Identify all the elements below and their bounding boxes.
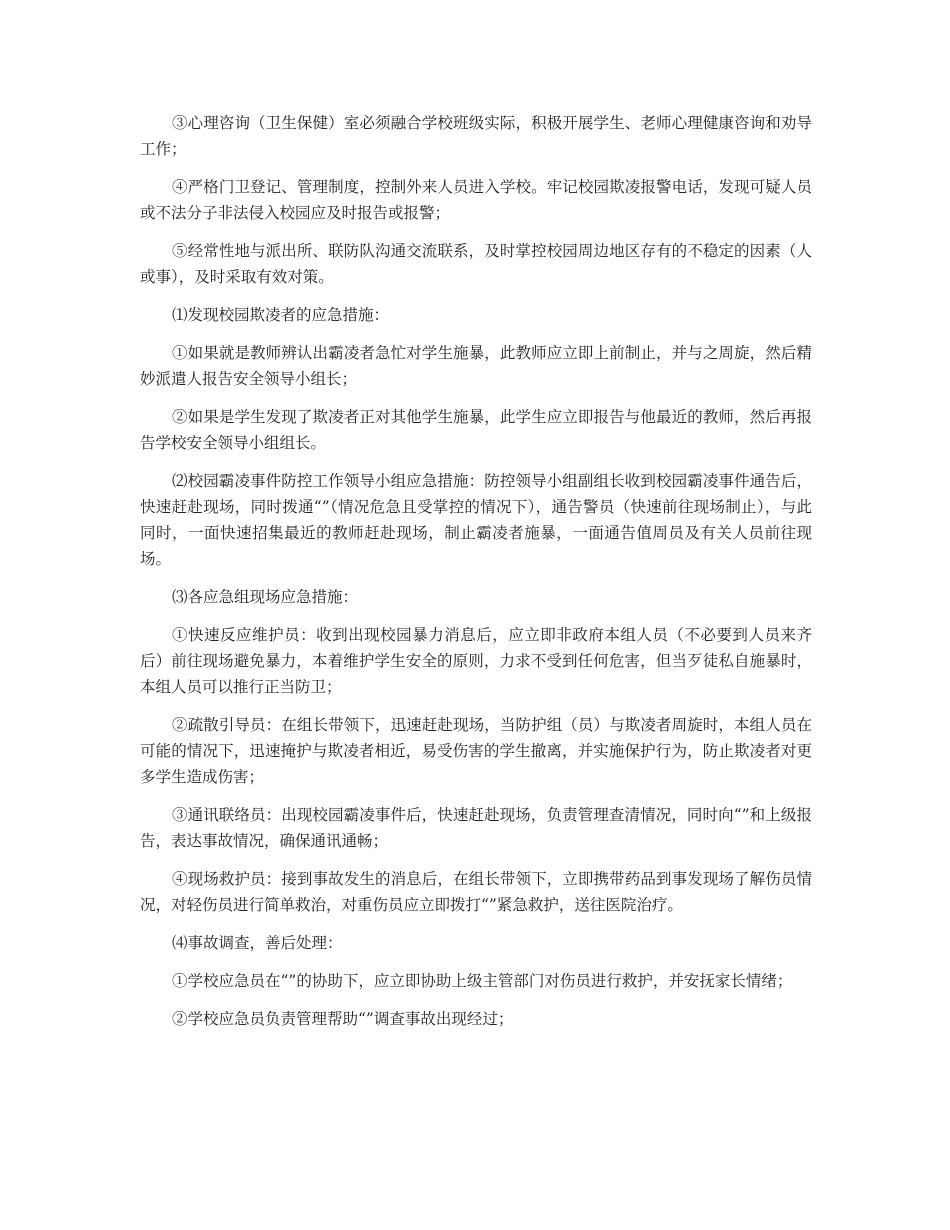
paragraph: ①学校应急员在“”的协助下，应立即协助上级主管部门对伤员进行救护，并安抚家长情绪；	[172, 972, 793, 990]
paragraph: ②学校应急员负责管理帮助“”调查事故出现经过；	[172, 1010, 514, 1028]
paragraph: ④严格门卫登记、管理制度，控制外来人员进入学校。牢记校园欺凌报警电话，发现可疑人员或不法分子非法侵入校园应及时报告或报警；	[140, 178, 812, 222]
paragraph: ②如果是学生发现了欺凌者正对其他学生施暴，此学生应立即报告与他最近的教师，然后再报告学校安全领导小组组长。	[140, 408, 812, 452]
paragraph: ⑵校园霸凌事件防控工作领导小组应急措施：防控领导小组副组长收到校园霸凌事件通告后，快速赶赴现场，同时拨通“”（情况危急且受掌控的情况下），通告警员（快速前往现场制止），与此同时，一面快速招集最近的教师赶赴现场，制止霸凌者施暴，一面通告值周员及有关人员前往现场。	[140, 472, 812, 568]
paragraph: ②疏散引导员：在组长带领下，迅速赶赴现场，当防护组（员）与欺凌者周旋时，本组人员在可能的情况下，迅速掩护与欺凌者相近，易受伤害的学生撤离，并实施保护行为，防止欺凌者对更多学生造成伤害；	[140, 716, 812, 786]
paragraph: ①如果就是教师辨认出霸凌者急忙对学生施暴，此教师应立即上前制止，并与之周旋，然后精妙派遣人报告安全领导小组长；	[140, 344, 812, 388]
paragraph: ①快速反应维护员：收到出现校园暴力消息后，应立即非政府本组人员（不必要到人员来齐后）前往现场避免暴力，本着维护学生安全的原则，力求不受到任何危害，但当歹徒私自施暴时，本组人员可以推行正当防卫；	[140, 626, 812, 696]
paragraph: ⑤经常性地与派出所、联防队沟通交流联系，及时掌控校园周边地区存有的不稳定的因素（人或事），及时采取有效对策。	[140, 242, 812, 286]
paragraph: ③心理咨询（卫生保健）室必须融合学校班级实际，积极开展学生、老师心理健康咨询和劝导工作；	[140, 114, 812, 158]
section-heading: ⑶各应急组现场应急措施：	[172, 588, 359, 606]
paragraph: ③通讯联络员：出现校园霸凌事件后，快速赶赴现场，负责管理查清情况，同时向“”和上级报告，表达事故情况，确保通讯通畅；	[140, 806, 812, 850]
section-heading: ⑷事故调查，善后处理：	[172, 934, 343, 952]
paragraph: ④现场救护员：接到事故发生的消息后，在组长带领下，立即携带药品到事发现场了解伤员情况，对轻伤员进行简单救治，对重伤员应立即拨打“”紧急救护，送往医院治疗。	[140, 870, 812, 914]
section-heading: ⑴发现校园欺凌者的应急措施：	[172, 306, 390, 324]
document-body	[140, 110, 812, 1044]
